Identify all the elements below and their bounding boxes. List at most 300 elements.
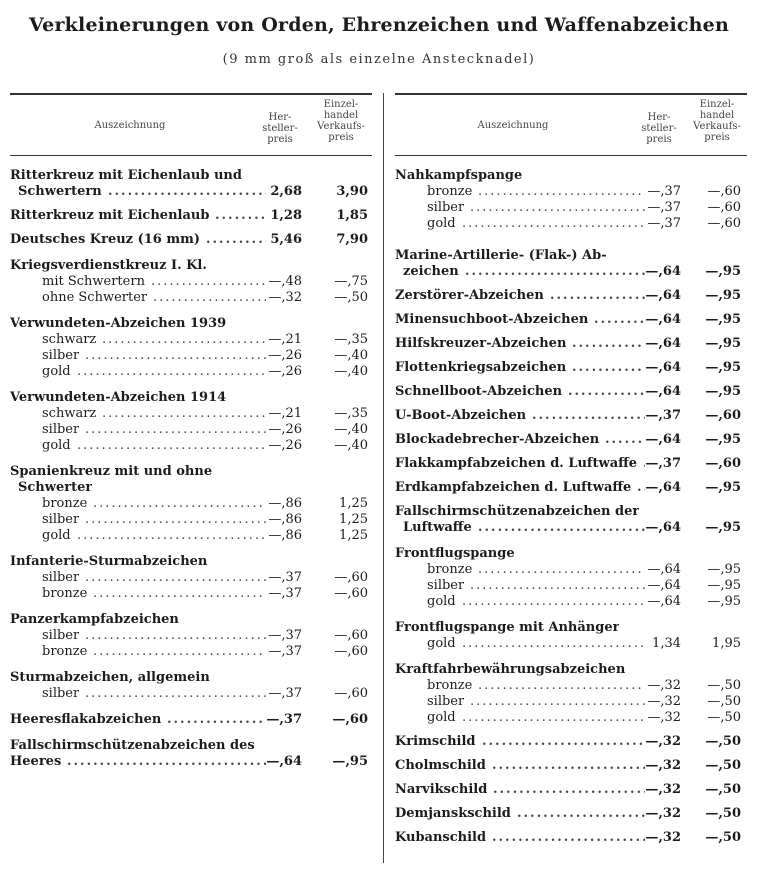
variant-row — [395, 578, 747, 594]
retail-price: —,60 — [332, 712, 368, 727]
dot-leader — [478, 562, 645, 578]
item-label: Heeres — [10, 754, 62, 769]
item-row — [10, 184, 372, 200]
item-label: Sturmabzeichen, allgemein — [10, 670, 210, 685]
item-row — [10, 258, 372, 274]
item-label: Kraftfahrbewährungsabzeichen — [395, 662, 626, 677]
retail-price: —,35 — [334, 332, 368, 347]
item-row — [10, 712, 372, 728]
variant-row — [395, 216, 747, 232]
item-label: silber — [427, 694, 465, 709]
manufacturer-price: —,64 — [645, 264, 681, 279]
manufacturer-price: —,48 — [268, 274, 302, 289]
dot-leader — [462, 636, 645, 652]
manufacturer-price: —,32 — [647, 710, 681, 725]
variant-row — [10, 586, 372, 602]
manufacturer-price: —,37 — [645, 408, 681, 423]
header-line: handel — [699, 110, 735, 121]
item-row — [395, 830, 747, 846]
item-row — [10, 208, 372, 224]
item-row — [395, 312, 747, 328]
table-entry — [10, 316, 372, 380]
manufacturer-price: —,26 — [268, 348, 302, 363]
dot-leader — [85, 686, 266, 702]
item-label: gold — [42, 528, 71, 543]
manufacturer-price: —,64 — [647, 594, 681, 609]
manufacturer-price: —,37 — [268, 586, 302, 601]
price-table-right — [395, 93, 747, 854]
manufacturer-price: —,86 — [268, 496, 302, 511]
table-header-right — [395, 93, 747, 156]
item-row — [395, 806, 747, 822]
retail-price: —,95 — [705, 520, 741, 535]
table-entry — [395, 288, 747, 304]
item-label: Hilfskreuzer-Abzeichen — [395, 336, 567, 351]
dot-leader — [151, 274, 266, 290]
dot-leader — [77, 364, 266, 380]
item-label: Krimschild — [395, 734, 476, 749]
table-entry — [395, 360, 747, 376]
retail-price: 1,25 — [339, 512, 368, 527]
item-row — [395, 408, 747, 424]
manufacturer-price: —,32 — [645, 758, 681, 773]
item-row — [395, 432, 747, 448]
page-title: Verkleinerungen von Orden, Ehrenzeichen und Waffenabzeichen — [28, 14, 729, 36]
item-row — [10, 480, 372, 496]
table-entry — [395, 312, 747, 328]
table-entry — [10, 670, 372, 702]
item-label: Schnellboot-Abzeichen — [395, 384, 563, 399]
retail-price: —,95 — [707, 594, 741, 609]
item-row — [395, 546, 747, 562]
item-row — [395, 480, 747, 496]
manufacturer-price: 2,68 — [270, 184, 302, 199]
item-label: silber — [427, 200, 465, 215]
dot-leader — [93, 644, 266, 660]
table-entry — [395, 546, 747, 610]
table-entry — [395, 830, 747, 846]
table-entry — [395, 758, 747, 774]
manufacturer-price: —,37 — [268, 570, 302, 585]
retail-price: —,60 — [334, 628, 368, 643]
table-entry — [395, 782, 747, 798]
variant-row — [395, 562, 747, 578]
dot-leader — [85, 348, 266, 364]
retail-price: —,95 — [705, 288, 741, 303]
variant-row — [395, 678, 747, 694]
item-label: bronze — [427, 184, 473, 199]
retail-price: —,60 — [334, 686, 368, 701]
retail-price: —,60 — [707, 200, 741, 215]
item-label: silber — [42, 686, 80, 701]
item-row — [395, 384, 747, 400]
retail-price: —,95 — [705, 480, 741, 495]
variant-row — [10, 628, 372, 644]
table-entry — [10, 258, 372, 306]
retail-price: —,60 — [705, 456, 741, 471]
manufacturer-price: —,32 — [268, 290, 302, 305]
manufacturer-price: —,21 — [268, 332, 302, 347]
table-entry — [10, 390, 372, 454]
retail-price: —,95 — [707, 578, 741, 593]
variant-row — [10, 422, 372, 438]
item-label: gold — [427, 636, 456, 651]
manufacturer-price: —,64 — [647, 562, 681, 577]
item-row — [395, 734, 747, 750]
retail-price: —,60 — [705, 408, 741, 423]
table-entry — [395, 168, 747, 232]
column-divider — [383, 93, 384, 863]
table-entry — [395, 662, 747, 726]
retail-price: —,95 — [705, 312, 741, 327]
manufacturer-price: —,26 — [268, 438, 302, 453]
item-row — [395, 288, 747, 304]
dot-leader — [478, 678, 645, 694]
variant-row — [10, 438, 372, 454]
item-label: Demjanskschild — [395, 806, 511, 821]
item-row — [395, 782, 747, 798]
retail-price: —,50 — [707, 710, 741, 725]
table-entry — [10, 232, 372, 248]
dot-leader — [470, 694, 645, 710]
item-label: Fallschirmschützenabzeichen des — [10, 738, 255, 753]
header-retail-price — [310, 99, 372, 143]
manufacturer-price: —,37 — [647, 184, 681, 199]
item-label: Blockadebrecher-Abzeichen — [395, 432, 600, 447]
dot-leader — [85, 512, 266, 528]
table-entry — [395, 456, 747, 472]
item-label: Narvikschild — [395, 782, 488, 797]
item-label: gold — [427, 216, 456, 231]
item-label: Kriegsverdienstkreuz I. Kl. — [10, 258, 207, 273]
variant-row — [10, 644, 372, 660]
header-line: Einzel- — [699, 99, 735, 110]
variant-row — [10, 528, 372, 544]
manufacturer-price: —,37 — [266, 712, 302, 727]
item-label: Marine-Artillerie- (Flak-) Ab- — [395, 248, 607, 263]
item-row — [10, 670, 372, 686]
dot-leader — [93, 586, 266, 602]
item-label: Nahkampfspange — [395, 168, 523, 183]
item-label: bronze — [42, 644, 88, 659]
manufacturer-price: —,64 — [645, 312, 681, 327]
dot-leader — [77, 528, 266, 544]
retail-price: 7,90 — [336, 232, 368, 247]
header-line: preis — [646, 134, 672, 145]
item-label: bronze — [42, 496, 88, 511]
manufacturer-price: 1,28 — [270, 208, 302, 223]
variant-row — [395, 710, 747, 726]
item-label: Luftwaffe — [403, 520, 472, 535]
variant-row — [395, 594, 747, 610]
item-row — [395, 504, 747, 520]
manufacturer-price: —,64 — [645, 520, 681, 535]
item-label: Heeresflakabzeichen — [10, 712, 162, 727]
retail-price: —,95 — [705, 432, 741, 447]
retail-price: —,50 — [707, 678, 741, 693]
item-label: U-Boot-Abzeichen — [395, 408, 527, 423]
manufacturer-price: —,37 — [268, 628, 302, 643]
manufacturer-price: —,37 — [268, 686, 302, 701]
variant-row — [10, 406, 372, 422]
retail-price: —,60 — [334, 644, 368, 659]
dot-leader — [478, 520, 645, 536]
table-body-left — [10, 156, 372, 770]
header-line: steller- — [262, 123, 298, 134]
retail-price: —,40 — [334, 438, 368, 453]
table-entry — [395, 734, 747, 750]
dot-leader — [482, 734, 645, 750]
dot-leader — [493, 782, 645, 798]
dot-leader — [470, 200, 645, 216]
item-label: bronze — [427, 562, 473, 577]
item-label: Frontflugspange — [395, 546, 515, 561]
header-line: preis — [328, 132, 354, 143]
variant-row — [10, 570, 372, 586]
item-row — [10, 168, 372, 184]
retail-price: —,35 — [334, 406, 368, 421]
retail-price: —,50 — [705, 758, 741, 773]
header-retail-price — [687, 99, 747, 143]
variant-row — [10, 512, 372, 528]
table-entry — [395, 248, 747, 280]
item-label: Frontflugspange mit Anhänger — [395, 620, 620, 635]
item-row — [395, 456, 747, 472]
variant-row — [10, 290, 372, 306]
table-entry — [10, 554, 372, 602]
manufacturer-price: 1,34 — [652, 636, 681, 651]
manufacturer-price: —,32 — [645, 782, 681, 797]
item-label: gold — [427, 594, 456, 609]
manufacturer-price: —,64 — [266, 754, 302, 769]
table-entry — [10, 168, 372, 200]
item-row — [395, 168, 747, 184]
retail-price: —,95 — [332, 754, 368, 769]
variant-row — [10, 274, 372, 290]
price-table-left — [10, 93, 372, 778]
item-row — [395, 264, 747, 280]
variant-row — [395, 694, 747, 710]
retail-price: —,50 — [705, 734, 741, 749]
manufacturer-price: —,64 — [645, 480, 681, 495]
item-row — [395, 662, 747, 678]
header-name: Auszeichnung — [477, 120, 549, 131]
item-label: Spanienkreuz mit und ohne — [10, 464, 213, 479]
table-entry — [10, 612, 372, 660]
table-entry — [10, 712, 372, 728]
manufacturer-price: —,26 — [268, 364, 302, 379]
manufacturer-price: —,86 — [268, 512, 302, 527]
retail-price: —,95 — [707, 562, 741, 577]
manufacturer-price: —,32 — [645, 734, 681, 749]
item-label: silber — [427, 578, 465, 593]
dot-leader — [167, 712, 266, 728]
item-row — [395, 758, 747, 774]
retail-price: 1,25 — [339, 528, 368, 543]
item-label: silber — [42, 628, 80, 643]
item-label: silber — [42, 348, 80, 363]
retail-price: —,50 — [705, 782, 741, 797]
table-entry — [395, 432, 747, 448]
table-entry — [395, 336, 747, 352]
manufacturer-price: —,26 — [268, 422, 302, 437]
item-label: bronze — [427, 678, 473, 693]
dot-leader — [532, 408, 645, 424]
item-row — [10, 754, 372, 770]
retail-price: —,75 — [334, 274, 368, 289]
retail-price: —,95 — [705, 384, 741, 399]
item-label: gold — [42, 364, 71, 379]
item-label: Flakkampfabzeichen d. Luftwaffe — [395, 456, 638, 471]
item-label: Deutsches Kreuz (16 mm) — [10, 232, 201, 247]
item-row — [10, 554, 372, 570]
item-row — [395, 336, 747, 352]
manufacturer-price: —,64 — [645, 336, 681, 351]
manufacturer-price: —,32 — [647, 694, 681, 709]
retail-price: —,95 — [705, 264, 741, 279]
manufacturer-price: —,64 — [645, 384, 681, 399]
manufacturer-price: 5,46 — [270, 232, 302, 247]
manufacturer-price: —,32 — [645, 830, 681, 845]
retail-price: —,40 — [334, 348, 368, 363]
item-label: silber — [42, 512, 80, 527]
header-line: handel — [323, 110, 359, 121]
item-label: Fallschirmschützenabzeichen der — [395, 504, 640, 519]
retail-price: —,40 — [334, 364, 368, 379]
table-entry — [10, 208, 372, 224]
dot-leader — [492, 830, 645, 846]
item-label: gold — [427, 710, 456, 725]
dot-leader — [93, 496, 266, 512]
item-label: Flottenkriegsabzeichen — [395, 360, 567, 375]
table-entry — [395, 408, 747, 424]
table-entry — [395, 504, 747, 536]
item-label: Ritterkreuz mit Eichenlaub — [10, 208, 210, 223]
item-row — [10, 390, 372, 406]
item-row — [395, 248, 747, 264]
item-label: Verwundeten-Abzeichen 1914 — [10, 390, 227, 405]
item-label: ohne Schwerter — [42, 290, 148, 305]
header-manufacturer-price — [250, 112, 310, 145]
item-row — [10, 232, 372, 248]
item-label: silber — [42, 570, 80, 585]
item-label: Schwertern — [18, 184, 102, 199]
item-label: zeichen — [403, 264, 459, 279]
item-label: bronze — [42, 586, 88, 601]
table-body-right — [395, 156, 747, 846]
retail-price: 3,90 — [336, 184, 368, 199]
header-line: steller- — [641, 123, 677, 134]
retail-price: —,50 — [705, 830, 741, 845]
retail-price: 1,25 — [339, 496, 368, 511]
manufacturer-price: —,64 — [647, 578, 681, 593]
retail-price: —,50 — [707, 694, 741, 709]
manufacturer-price: —,37 — [268, 644, 302, 659]
header-line: preis — [267, 134, 293, 145]
item-row — [10, 612, 372, 628]
page-subtitle: (9 mm groß als einzelne Anstecknadel) — [222, 52, 536, 67]
item-label: schwarz — [42, 406, 97, 421]
variant-row — [395, 184, 747, 200]
item-label: Cholmschild — [395, 758, 486, 773]
manufacturer-price: —,37 — [645, 456, 681, 471]
dot-leader — [77, 438, 266, 454]
item-label: Minensuchboot-Abzeichen — [395, 312, 589, 327]
table-entry — [395, 384, 747, 400]
manufacturer-price: —,21 — [268, 406, 302, 421]
table-entry — [10, 464, 372, 544]
variant-row — [10, 332, 372, 348]
table-entry — [395, 806, 747, 822]
manufacturer-price: —,37 — [647, 200, 681, 215]
item-label: silber — [42, 422, 80, 437]
item-row — [395, 360, 747, 376]
dot-leader — [478, 184, 645, 200]
item-label: Verwundeten-Abzeichen 1939 — [10, 316, 227, 331]
table-entry — [395, 620, 747, 652]
retail-price: —,95 — [705, 336, 741, 351]
retail-price: 1,95 — [712, 636, 741, 651]
variant-row — [395, 200, 747, 216]
dot-leader — [153, 290, 266, 306]
dot-leader — [67, 754, 266, 770]
manufacturer-price: —,32 — [647, 678, 681, 693]
header-manufacturer-price — [631, 112, 687, 145]
manufacturer-price: —,37 — [647, 216, 681, 231]
dot-leader — [462, 594, 645, 610]
item-label: mit Schwertern — [42, 274, 145, 289]
dot-leader — [102, 332, 266, 348]
header-line: Einzel- — [323, 99, 359, 110]
header-line: Her- — [268, 112, 292, 123]
dot-leader — [470, 578, 645, 594]
item-label: Zerstörer-Abzeichen — [395, 288, 544, 303]
dot-leader — [85, 628, 266, 644]
dot-leader — [102, 406, 266, 422]
item-label: Panzerkampfabzeichen — [10, 612, 179, 627]
item-label: Schwerter — [18, 480, 93, 495]
variant-row — [10, 496, 372, 512]
retail-price: —,50 — [334, 290, 368, 305]
dot-leader — [517, 806, 645, 822]
item-row — [10, 316, 372, 332]
item-row — [395, 520, 747, 536]
manufacturer-price: —,86 — [268, 528, 302, 543]
header-line: Verkaufs- — [693, 121, 741, 132]
variant-row — [10, 686, 372, 702]
dot-leader — [462, 710, 645, 726]
header-line: preis — [704, 132, 730, 143]
item-label: schwarz — [42, 332, 97, 347]
item-label: Erdkampfabzeichen d. Luftwaffe — [395, 480, 632, 495]
item-row — [10, 464, 372, 480]
manufacturer-price: —,64 — [645, 360, 681, 375]
retail-price: —,60 — [707, 216, 741, 231]
header-line: Her- — [647, 112, 671, 123]
dot-leader — [108, 184, 266, 200]
retail-price: —,50 — [705, 806, 741, 821]
retail-price: —,40 — [334, 422, 368, 437]
retail-price: —,60 — [334, 586, 368, 601]
item-label: Ritterkreuz mit Eichenlaub und — [10, 168, 242, 183]
item-label: Infanterie-Sturmabzeichen — [10, 554, 208, 569]
item-label: gold — [42, 438, 71, 453]
item-row — [10, 738, 372, 754]
item-label: Kubanschild — [395, 830, 487, 845]
dot-leader — [85, 570, 266, 586]
retail-price: —,60 — [707, 184, 741, 199]
table-header-left — [10, 93, 372, 156]
